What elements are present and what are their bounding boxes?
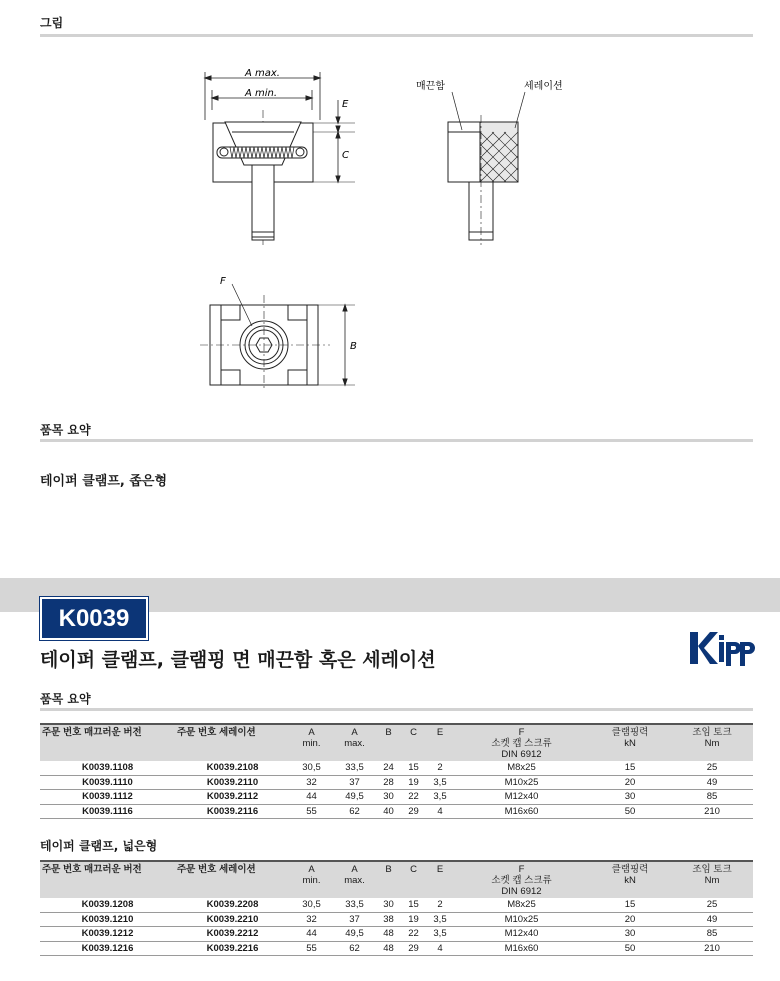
label-e: E xyxy=(342,99,349,110)
table-cell: 15 xyxy=(401,761,426,775)
table-cell: 62 xyxy=(333,941,376,956)
table-cell: K0039.1216 xyxy=(40,941,175,956)
table-cell: 210 xyxy=(671,941,753,956)
col-a-min-sub: min. xyxy=(302,875,321,886)
col-f-din: DIN 6912 xyxy=(501,749,542,760)
table-cell: K0039.2116 xyxy=(175,804,290,819)
table-row xyxy=(40,941,753,956)
table-cell: K0039.2210 xyxy=(175,912,290,927)
section-rule xyxy=(40,708,753,711)
table-cell: 49,5 xyxy=(333,790,376,805)
col-a-min-sub: min. xyxy=(302,738,321,749)
col-f-sub: 소켓 캡 스크류 xyxy=(491,738,552,749)
col-f-sub: 소켓 캡 스크류 xyxy=(491,875,552,886)
table-cell: K0039.1116 xyxy=(40,804,175,819)
table-cell: 62 xyxy=(333,804,376,819)
product-title: 테이퍼 클램프, 클램핑 면 매끈함 혹은 세레이션 xyxy=(40,649,436,671)
wide-section-title: 테이퍼 클램프, 넓은형 xyxy=(40,839,158,853)
table-cell: K0039.1210 xyxy=(40,912,175,927)
table-cell: K0039.1208 xyxy=(40,898,175,912)
table-cell: 22 xyxy=(401,927,426,942)
table-cell: M12x40 xyxy=(454,790,589,805)
col-force-unit: kN xyxy=(624,875,636,886)
col-e: E xyxy=(426,861,454,898)
col-b: B xyxy=(376,861,401,898)
table-cell: 15 xyxy=(589,761,671,775)
table-cell: 30,5 xyxy=(290,898,333,912)
label-smooth: 매끈함 xyxy=(416,81,445,92)
table-cell: 25 xyxy=(671,761,753,775)
label-b: B xyxy=(350,341,357,352)
table-cell: 4 xyxy=(426,804,454,819)
table-row xyxy=(40,912,753,927)
table-cell: 30 xyxy=(376,898,401,912)
table-cell: 210 xyxy=(671,804,753,819)
table-cell: 48 xyxy=(376,941,401,956)
table-cell: K0039.2108 xyxy=(175,761,290,775)
table-row xyxy=(40,790,753,805)
table-cell: M10x25 xyxy=(454,775,589,790)
label-serration: 세레이션 xyxy=(524,81,563,92)
col-force-unit: kN xyxy=(624,738,636,749)
col-torque-unit: Nm xyxy=(704,738,720,749)
table-cell: 19 xyxy=(401,912,426,927)
col-a-max: A xyxy=(351,727,358,738)
table-row xyxy=(40,898,753,912)
table-cell: 49 xyxy=(671,912,753,927)
section-title-summary: 품목 요약 xyxy=(40,423,91,437)
table-cell: K0039.2110 xyxy=(175,775,290,790)
front-view xyxy=(205,72,355,245)
col-torque-unit: Nm xyxy=(704,875,720,886)
table-cell: 37 xyxy=(333,775,376,790)
table-cell: K0039.1108 xyxy=(40,761,175,775)
col-a-min: A xyxy=(308,727,315,738)
section-rule xyxy=(40,34,753,37)
label-a-max: A max. xyxy=(245,68,280,79)
table-cell: 3,5 xyxy=(426,927,454,942)
table-cell: 20 xyxy=(589,775,671,790)
col-order-serration: 주문 번호 세레이션 xyxy=(177,864,256,875)
table-cell: 33,5 xyxy=(333,898,376,912)
col-order-smooth: 주문 번호 매끄러운 버전 xyxy=(42,864,142,875)
plan-view xyxy=(200,284,355,390)
table-header-row xyxy=(40,724,753,761)
label-a-min: A min. xyxy=(245,88,278,99)
table-cell: 28 xyxy=(376,775,401,790)
table-cell: 25 xyxy=(671,898,753,912)
table-cell: 29 xyxy=(401,941,426,956)
product-code-badge: K0039 xyxy=(40,597,148,640)
table-cell: 50 xyxy=(589,804,671,819)
col-f: F xyxy=(518,727,525,738)
technical-drawing xyxy=(190,60,590,390)
kipp-logo xyxy=(688,628,756,668)
table-cell: 2 xyxy=(426,761,454,775)
table-cell: M8x25 xyxy=(454,761,589,775)
col-a-max: A xyxy=(351,864,358,875)
table-cell: 19 xyxy=(401,775,426,790)
label-f: F xyxy=(220,276,226,287)
table-cell: 49,5 xyxy=(333,927,376,942)
table-row xyxy=(40,927,753,942)
table-cell: 15 xyxy=(401,898,426,912)
col-f: F xyxy=(518,864,525,875)
col-torque: 조임 토크 xyxy=(692,727,732,738)
table-cell: 85 xyxy=(671,927,753,942)
table-cell: 85 xyxy=(671,790,753,805)
col-f-din: DIN 6912 xyxy=(501,886,542,897)
top-product-name: 테이퍼 클램프, 좁은형 xyxy=(40,474,168,489)
col-e: E xyxy=(426,724,454,761)
table-cell: 2 xyxy=(426,898,454,912)
table-cell: 44 xyxy=(290,927,333,942)
table-cell: K0039.1212 xyxy=(40,927,175,942)
spec-table-wide xyxy=(40,860,753,956)
table-row xyxy=(40,804,753,819)
col-a-max-sub: max. xyxy=(344,738,365,749)
table-cell: M16x60 xyxy=(454,941,589,956)
table-cell: 4 xyxy=(426,941,454,956)
table-cell: M12x40 xyxy=(454,927,589,942)
table-cell: 3,5 xyxy=(426,912,454,927)
col-order-serration: 주문 번호 세레이션 xyxy=(177,727,256,738)
table-cell: M10x25 xyxy=(454,912,589,927)
col-a-max-sub: max. xyxy=(344,875,365,886)
table-cell: 38 xyxy=(376,912,401,927)
section-title-summary-2: 품목 요약 xyxy=(40,692,91,706)
table-cell: 30,5 xyxy=(290,761,333,775)
table-cell: 32 xyxy=(290,912,333,927)
table-cell: 50 xyxy=(589,941,671,956)
table-cell: 20 xyxy=(589,912,671,927)
table-cell: 55 xyxy=(290,804,333,819)
table-cell: 15 xyxy=(589,898,671,912)
table-row xyxy=(40,775,753,790)
col-force: 클램핑력 xyxy=(611,727,649,738)
table-cell: 3,5 xyxy=(426,775,454,790)
side-view xyxy=(448,92,525,245)
table-cell: 24 xyxy=(376,761,401,775)
col-b: B xyxy=(376,724,401,761)
table-cell: 22 xyxy=(401,790,426,805)
table-cell: M16x60 xyxy=(454,804,589,819)
table-cell: 30 xyxy=(589,927,671,942)
table-cell: 48 xyxy=(376,927,401,942)
table-row xyxy=(40,761,753,775)
table-cell: 44 xyxy=(290,790,333,805)
table-cell: 30 xyxy=(376,790,401,805)
label-c: C xyxy=(342,150,349,161)
col-a-min: A xyxy=(308,864,315,875)
table-cell: K0039.2208 xyxy=(175,898,290,912)
spec-table-narrow xyxy=(40,723,753,819)
col-c: C xyxy=(401,861,426,898)
col-force: 클램핑력 xyxy=(611,864,649,875)
table-cell: K0039.2112 xyxy=(175,790,290,805)
table-cell: K0039.2216 xyxy=(175,941,290,956)
col-torque: 조임 토크 xyxy=(692,864,732,875)
table-cell: 55 xyxy=(290,941,333,956)
table-cell: M8x25 xyxy=(454,898,589,912)
table-cell: K0039.1112 xyxy=(40,790,175,805)
col-c: C xyxy=(401,724,426,761)
table-cell: K0039.2212 xyxy=(175,927,290,942)
section-title-drawing: 그림 xyxy=(40,16,64,30)
table-cell: K0039.1110 xyxy=(40,775,175,790)
table-cell: 37 xyxy=(333,912,376,927)
table-cell: 40 xyxy=(376,804,401,819)
table-cell: 32 xyxy=(290,775,333,790)
table-cell: 33,5 xyxy=(333,761,376,775)
table-cell: 3,5 xyxy=(426,790,454,805)
col-order-smooth: 주문 번호 매끄러운 버전 xyxy=(42,727,142,738)
table-header-row xyxy=(40,861,753,898)
table-cell: 29 xyxy=(401,804,426,819)
table-cell: 30 xyxy=(589,790,671,805)
table-cell: 49 xyxy=(671,775,753,790)
section-rule xyxy=(40,439,753,442)
